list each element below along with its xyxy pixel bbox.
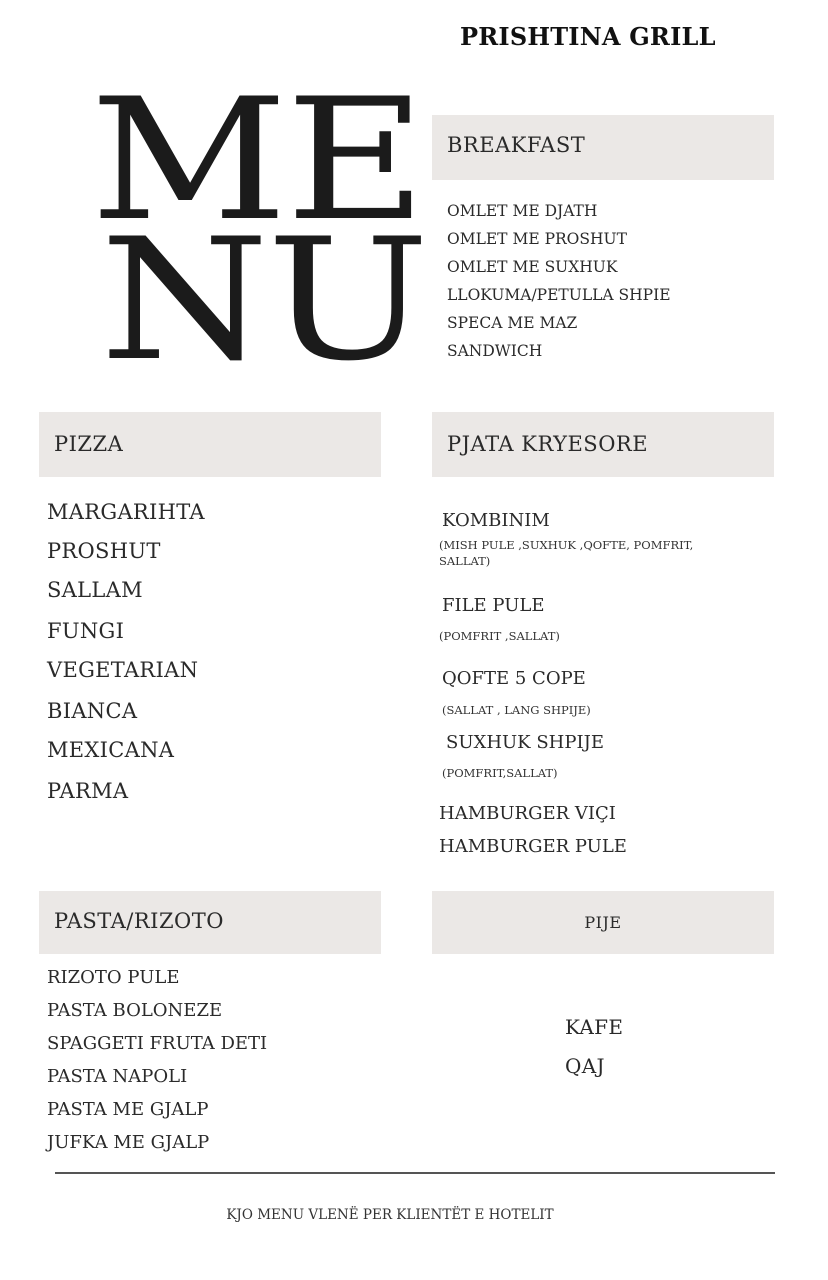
pizza-item: FUNGI [47, 619, 125, 643]
pasta-item: SPAGGETI FRUTA DETI [47, 1033, 268, 1054]
drink-item: KAFE [565, 1015, 624, 1039]
pasta-item: PASTA NAPOLI [47, 1066, 188, 1087]
breakfast-title: BREAKFAST [447, 133, 586, 157]
pizza-item: PROSHUT [47, 539, 161, 563]
drink-item: QAJ [565, 1054, 605, 1078]
pizza-item: SALLAM [47, 578, 143, 602]
pasta-item: PASTA ME GJALP [47, 1099, 209, 1120]
main-dish-note: (MISH PULE ,SUXHUK ,QOFTE, POMFRIT, SALLAT) [439, 538, 694, 568]
drinks-title: PIJE [584, 913, 622, 932]
main-dish-note: (POMFRIT,SALLAT) [442, 766, 558, 780]
main-dish-name: FILE PULE [442, 595, 545, 616]
main-dish-name: SUXHUK SHPIJE [446, 732, 604, 753]
main-dish-name: HAMBURGER VIÇI [439, 803, 616, 824]
pasta-title: PASTA/RIZOTO [54, 909, 224, 933]
pizza-item: MARGARIHTA [47, 500, 205, 524]
breakfast-item: SPECA ME MAZ [447, 314, 578, 332]
breakfast-item: OMLET ME SUXHUK [447, 258, 618, 276]
footer-note: KJO MENU VLENË PER KLIENTËT E HOTELIT [226, 1207, 554, 1223]
pizza-title: PIZZA [54, 432, 124, 456]
pizza-item: VEGETARIAN [47, 658, 199, 682]
menu-word-line2: NU [100, 202, 428, 398]
breakfast-header-band [432, 115, 774, 180]
pizza-item: PARMA [47, 779, 129, 803]
breakfast-item: OMLET ME DJATH [447, 202, 598, 220]
pizza-item: BIANCA [47, 699, 138, 723]
pasta-item: PASTA BOLONEZE [47, 1000, 223, 1021]
menu-word-line1: ME [90, 62, 425, 258]
main-dishes-header-band [432, 412, 774, 477]
main-dish-name: KOMBINIM [442, 510, 550, 531]
pizza-header-band [39, 412, 381, 477]
restaurant-name: PRISHTINA GRILL [460, 22, 716, 51]
breakfast-item: OMLET ME PROSHUT [447, 230, 627, 248]
breakfast-item: LLOKUMA/PETULLA SHPIE [447, 286, 671, 304]
main-dishes-title: PJATA KRYESORE [447, 432, 649, 456]
pasta-item: JUFKA ME GJALP [47, 1132, 210, 1153]
footer-divider [55, 1172, 775, 1174]
pizza-item: MEXICANA [47, 738, 175, 762]
breakfast-item: SANDWICH [447, 342, 543, 360]
pasta-item: RIZOTO PULE [47, 967, 180, 988]
main-dish-note: (SALLAT , LANG SHPIJE) [442, 703, 591, 717]
drinks-header-band [432, 891, 774, 954]
pasta-header-band [39, 891, 381, 954]
main-dish-note: (POMFRIT ,SALLAT) [439, 629, 560, 643]
main-dish-name: HAMBURGER PULE [439, 836, 627, 857]
main-dish-name: QOFTE 5 COPE [442, 668, 586, 689]
